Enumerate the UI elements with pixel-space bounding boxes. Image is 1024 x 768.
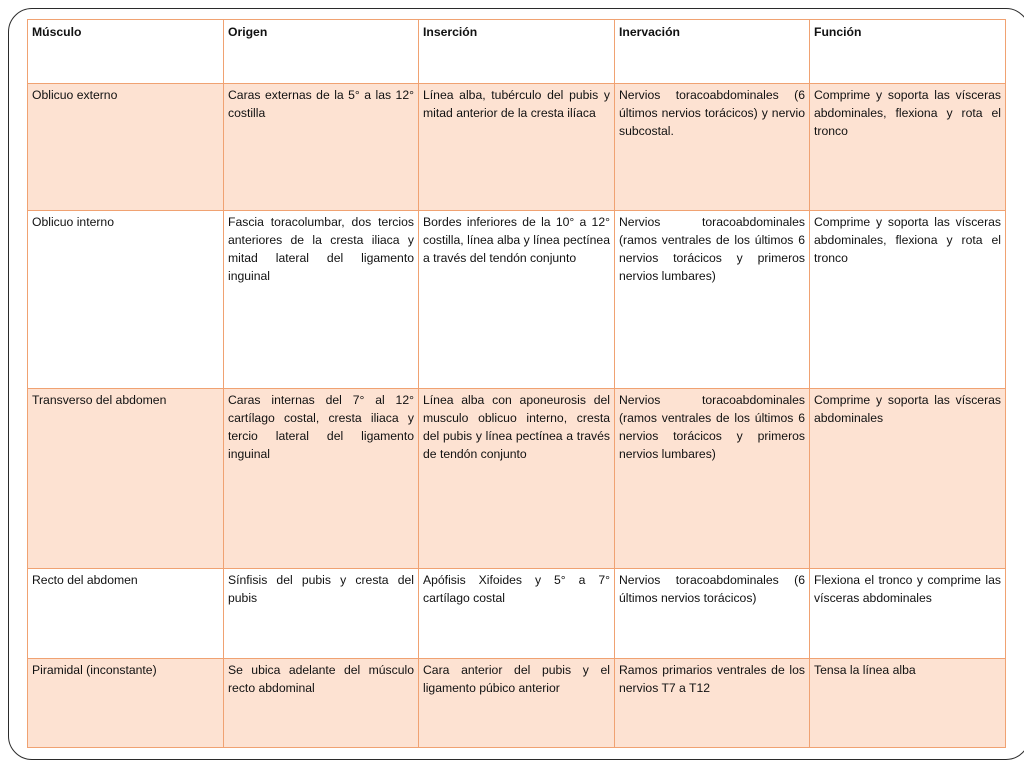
cell-funcion: Tensa la línea alba bbox=[810, 658, 1006, 747]
cell-musculo: Oblicuo interno bbox=[28, 210, 224, 389]
cell-musculo: Transverso del abdomen bbox=[28, 389, 224, 569]
cell-origen: Se ubica adelante del músculo recto abdominal bbox=[224, 658, 419, 747]
cell-inervacion: Ramos primarios ventrales de los nervios T7 a T12 bbox=[615, 658, 810, 747]
cell-insercion: Cara anterior del pubis y el ligamento púbico anterior bbox=[419, 658, 615, 747]
cell-funcion: Comprime y soporta las vísceras abdominales bbox=[810, 389, 1006, 569]
cell-origen: Sínfisis del pubis y cresta del pubis bbox=[224, 569, 419, 658]
cell-funcion: Comprime y soporta las vísceras abdominales, flexiona y rota el tronco bbox=[810, 210, 1006, 389]
header-funcion: Función bbox=[810, 20, 1006, 84]
cell-origen: Caras internas del 7° al 12° cartílago costal, cresta iliaca y tercio lateral del ligamento inguinal bbox=[224, 389, 419, 569]
cell-insercion: Bordes inferiores de la 10° a 12° costilla, línea alba y línea pectínea a través del tendón conjunto bbox=[419, 210, 615, 389]
cell-inervacion: Nervios toracoabdominales (ramos ventrales de los últimos 6 nervios torácicos y primeros nervios lumbares) bbox=[615, 389, 810, 569]
table-row bbox=[28, 210, 1006, 389]
header-inervacion: Inervación bbox=[615, 20, 810, 84]
cell-insercion: Línea alba, tubérculo del pubis y mitad anterior de la cresta ilíaca bbox=[419, 84, 615, 211]
cell-inervacion: Nervios toracoabdominales (ramos ventrales de los últimos 6 nervios torácicos y primeros nervios lumbares) bbox=[615, 210, 810, 389]
cell-insercion: Apófisis Xifoides y 5° a 7° cartílago costal bbox=[419, 569, 615, 658]
abdominal-muscles-table bbox=[27, 19, 1006, 748]
cell-musculo: Oblicuo externo bbox=[28, 84, 224, 211]
table-header-row bbox=[28, 20, 1006, 84]
cell-inervacion: Nervios toracoabdominales (6 últimos nervios torácicos) y nervio subcostal. bbox=[615, 84, 810, 211]
cell-funcion: Flexiona el tronco y comprime las vísceras abdominales bbox=[810, 569, 1006, 658]
cell-funcion: Comprime y soporta las vísceras abdominales, flexiona y rota el tronco bbox=[810, 84, 1006, 211]
table-row bbox=[28, 658, 1006, 747]
header-origen: Origen bbox=[224, 20, 419, 84]
cell-musculo: Recto del abdomen bbox=[28, 569, 224, 658]
table-row bbox=[28, 569, 1006, 658]
table-row bbox=[28, 84, 1006, 211]
cell-origen: Fascia toracolumbar, dos tercios anteriores de la cresta iliaca y mitad lateral del ligamento inguinal bbox=[224, 210, 419, 389]
cell-inervacion: Nervios toracoabdominales (6 últimos nervios torácicos) bbox=[615, 569, 810, 658]
header-musculo: Músculo bbox=[28, 20, 224, 84]
header-insercion: Inserción bbox=[419, 20, 615, 84]
cell-insercion: Línea alba con aponeurosis del musculo oblicuo interno, cresta del pubis y línea pectínea a través de tendón conjunto bbox=[419, 389, 615, 569]
table-row bbox=[28, 389, 1006, 569]
cell-musculo: Piramidal (inconstante) bbox=[28, 658, 224, 747]
cell-origen: Caras externas de la 5° a las 12° costilla bbox=[224, 84, 419, 211]
